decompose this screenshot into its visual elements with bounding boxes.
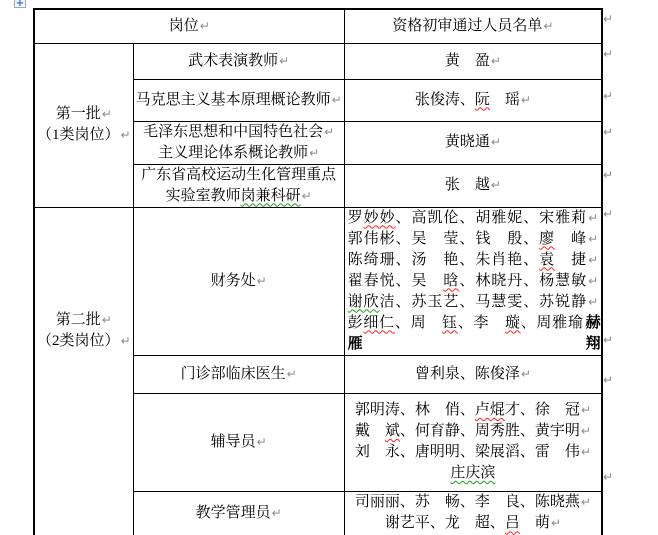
- paragraph-mark-icon: ↵: [580, 403, 591, 417]
- paragraph-mark-icon: ↵: [490, 53, 501, 68]
- text-segment: 捷: [555, 251, 588, 268]
- text-segment: 第二批: [55, 312, 101, 329]
- paragraph-mark-icon: ↵: [588, 252, 599, 267]
- text-segment: 萌: [519, 515, 550, 532]
- cell-text-line: [136, 165, 342, 186]
- paragraph-mark-icon: ↵: [520, 366, 531, 381]
- text-segment: 广东省高校运动生化管理重点: [141, 166, 337, 183]
- text-segment: 刘 永、唐明明、梁展滔、雷 伟: [354, 444, 580, 460]
- text-segment-red-underline: 细仁: [363, 314, 395, 331]
- cell-text-line: [347, 90, 600, 111]
- cell-text-line: [37, 125, 131, 146]
- text-segment: 瑶: [489, 91, 520, 108]
- text-segment-green-underline: 岗兼科研: [240, 187, 301, 204]
- text-segment: 谢艺平、龙 超、: [384, 515, 505, 532]
- text-segment: 彭: [347, 314, 364, 331]
- paragraph-mark-icon: ↵: [101, 313, 112, 328]
- text-segment-red-underline: 吕: [504, 515, 520, 532]
- paragraph-mark-icon: ↵: [550, 516, 561, 531]
- paragraph-mark-icon: ↵: [199, 18, 210, 33]
- names-cell-finance[interactable]: [344, 207, 602, 355]
- cell-text-line: [136, 122, 342, 143]
- names-cell-wushu[interactable]: [344, 43, 602, 79]
- cell-text-line: [347, 492, 600, 513]
- cell-text-line: [347, 364, 600, 385]
- text-segment: 司丽丽、苏 畅、李 良、陈晓燕: [354, 494, 580, 511]
- cell-text-line: [347, 463, 600, 484]
- paragraph-mark-icon: ↵: [120, 128, 131, 142]
- text-segment: 曾利泉、陈俊泽: [414, 365, 520, 382]
- cell-text-line: [347, 250, 600, 271]
- cell-text-line: [347, 229, 600, 250]
- paragraph-mark-icon: ↵: [520, 92, 531, 107]
- text-segment: 、林晓丹、杨慧敏: [459, 272, 588, 289]
- text-segment: 辅导员: [210, 433, 256, 450]
- table-move-handle-icon[interactable]: +: [14, 0, 26, 8]
- paragraph-mark-icon: ↵: [543, 18, 554, 33]
- text-segment: （1类岗位）: [37, 127, 120, 143]
- paragraph-mark-icon: ↵: [256, 434, 267, 449]
- cell-text-line: [37, 310, 131, 331]
- text-segment-squeeze-underline: 赫雁翔: [347, 314, 599, 352]
- row-end-mark-icon: ↵: [603, 373, 614, 387]
- text-segment: 实验室教师: [165, 187, 241, 204]
- row-end-mark-icon: ↵: [603, 12, 614, 26]
- text-segment: 财务处: [210, 272, 256, 289]
- cell-text-line: [136, 143, 342, 164]
- text-segment: 教学管理员: [195, 504, 271, 521]
- row-end-mark-icon: ↵: [603, 125, 614, 139]
- text-segment-red-underline: 璇: [504, 314, 521, 331]
- header-names-cell[interactable]: [344, 9, 602, 43]
- text-segment: 资格初审通过人员名单: [392, 17, 543, 34]
- names-cell-clinic[interactable]: [344, 355, 602, 393]
- paragraph-mark-icon: ↵: [120, 334, 131, 349]
- cell-text-line: [136, 432, 342, 453]
- text-segment: （2类岗位）: [37, 333, 120, 350]
- text-segment: 岗位: [168, 17, 199, 34]
- cell-text-line: [136, 90, 342, 111]
- cell-text-line: [136, 364, 342, 385]
- names-cell-marxism[interactable]: [344, 79, 602, 121]
- cell-text-line: [347, 513, 600, 534]
- paragraph-mark-icon: ↵: [256, 273, 267, 288]
- text-segment: 翟春悦、吴: [347, 272, 444, 289]
- qualification-review-table: [33, 8, 603, 535]
- text-segment-red-underline: 卢焜: [474, 402, 505, 418]
- row-end-mark-icon: ↵: [603, 333, 614, 347]
- paragraph-mark-icon: ↵: [331, 92, 342, 107]
- batch-1-cell[interactable]: [34, 43, 133, 207]
- names-cell-teachingadmin[interactable]: [344, 491, 602, 535]
- row-end-mark-icon: ↵: [603, 47, 614, 61]
- cell-text-line: [37, 104, 131, 125]
- position-cell-wushu[interactable]: [133, 43, 344, 79]
- batch-2-cell[interactable]: [34, 207, 133, 535]
- paragraph-mark-icon: ↵: [279, 53, 290, 68]
- text-segment: 陈绮珊、汤 艳、朱肖艳、: [347, 251, 540, 268]
- cell-text-line: [136, 51, 342, 72]
- names-cell-lab[interactable]: [344, 164, 602, 207]
- row-end-mark-icon: ↵: [603, 89, 614, 103]
- names-cell-counselor[interactable]: [344, 393, 602, 491]
- cell-text-line: [347, 292, 600, 313]
- header-position-cell[interactable]: [34, 9, 344, 43]
- text-segment: 、李: [457, 314, 505, 331]
- text-segment: 主义理论体系概论教师: [158, 144, 309, 161]
- cell-text-line: [37, 16, 342, 37]
- paragraph-mark-icon: ↵: [588, 231, 599, 246]
- text-segment: 才、徐 冠: [504, 402, 580, 418]
- text-segment-red-underline: 妙妙: [363, 209, 396, 226]
- row-end-mark-icon: ↵: [603, 168, 614, 182]
- paragraph-mark-icon: ↵: [324, 124, 335, 139]
- position-cell-lab[interactable]: [133, 164, 344, 207]
- cell-text-line: [347, 421, 600, 442]
- cell-text-line: [347, 271, 600, 292]
- text-segment: 郭明涛、林 俏、: [354, 402, 475, 418]
- position-cell-marxism[interactable]: [133, 79, 344, 121]
- text-segment-red-underline: 廖: [539, 230, 556, 247]
- cell-text-line: [347, 175, 600, 196]
- table-row: [34, 207, 602, 355]
- cell-text-line: [136, 271, 342, 292]
- text-segment-green-underline: 谢欣: [347, 293, 380, 310]
- text-segment: 、周雅瑜: [520, 314, 584, 331]
- text-segment: 、高凯伦、胡雅妮、宋雅莉: [395, 209, 588, 226]
- paragraph-mark-icon: ↵: [490, 178, 501, 192]
- paragraph-mark-icon: ↵: [580, 445, 591, 459]
- paragraph-mark-icon: ↵: [580, 495, 591, 510]
- paragraph-mark-icon: ↵: [309, 145, 320, 160]
- table-row: [34, 9, 602, 43]
- paragraph-mark-icon: ↵: [301, 188, 312, 203]
- text-segment-red-underline: 袁: [539, 251, 556, 268]
- text-segment: 黄 盈: [444, 52, 490, 69]
- text-segment: 洁、苏玉艺、马慧雯、苏锐静: [379, 293, 588, 310]
- cell-text-line: [347, 16, 600, 37]
- text-segment-red-underline: 晗: [443, 272, 460, 289]
- text-segment: 门诊部临床医生: [180, 365, 286, 382]
- text-segment: 张 越: [444, 177, 490, 193]
- paragraph-mark-icon: ↵: [580, 424, 591, 438]
- text-segment-red-underline: 钰: [442, 314, 458, 331]
- row-end-mark-icon: ↵: [603, 470, 614, 484]
- cell-text-line: [136, 503, 342, 524]
- cell-text-line: [347, 400, 600, 421]
- cell-text-line: [136, 186, 342, 207]
- text-segment: 黄晓通: [444, 134, 490, 150]
- cell-text-line: [347, 51, 600, 72]
- paragraph-mark-icon: ↵: [588, 273, 599, 288]
- position-cell-finance[interactable]: [133, 207, 344, 355]
- paragraph-mark-icon: ↵: [286, 366, 297, 381]
- text-segment-red-underline: 斌: [384, 423, 400, 439]
- names-cell-maotheory[interactable]: [344, 121, 602, 164]
- paragraph-mark-icon: ↵: [271, 505, 282, 520]
- paragraph-mark-icon: ↵: [588, 294, 599, 309]
- text-segment: 张俊涛、: [414, 91, 475, 108]
- text-segment: 郭伟彬、吴 莹、钱 殷、: [347, 230, 540, 247]
- position-cell-clinic[interactable]: [133, 355, 344, 393]
- text-segment: 戴: [354, 423, 385, 439]
- cell-text-line: [37, 331, 131, 352]
- cell-text-line: [347, 442, 600, 463]
- text-segment-red-underline: 阮: [474, 91, 490, 108]
- text-segment: 、何育静、周秀胜、黄宇明: [399, 423, 580, 439]
- text-segment: 、周: [394, 314, 443, 331]
- text-segment-green-underline: 庄庆滨: [450, 465, 496, 481]
- paragraph-mark-icon: ↵: [101, 107, 112, 121]
- paragraph-mark-icon: ↵: [490, 135, 501, 149]
- row-end-mark-icon: ↵: [603, 207, 614, 221]
- text-segment: 马克思主义基本原理概论教师: [135, 91, 331, 108]
- position-cell-teachingadmin[interactable]: [133, 491, 344, 535]
- position-cell-maotheory[interactable]: [133, 121, 344, 164]
- cell-text-line: [347, 208, 600, 229]
- paragraph-mark-icon: ↵: [588, 210, 599, 225]
- cell-text-line: [347, 132, 600, 153]
- table-row: [34, 43, 602, 79]
- text-segment: 武术表演教师: [188, 52, 279, 69]
- text-segment: 第一批: [55, 106, 101, 122]
- cell-text-line: [347, 313, 600, 355]
- text-segment: 毛泽东思想和中国特色社会: [143, 123, 324, 140]
- text-segment: 罗: [347, 209, 364, 226]
- position-cell-counselor[interactable]: [133, 393, 344, 491]
- text-segment: 峰: [555, 230, 588, 247]
